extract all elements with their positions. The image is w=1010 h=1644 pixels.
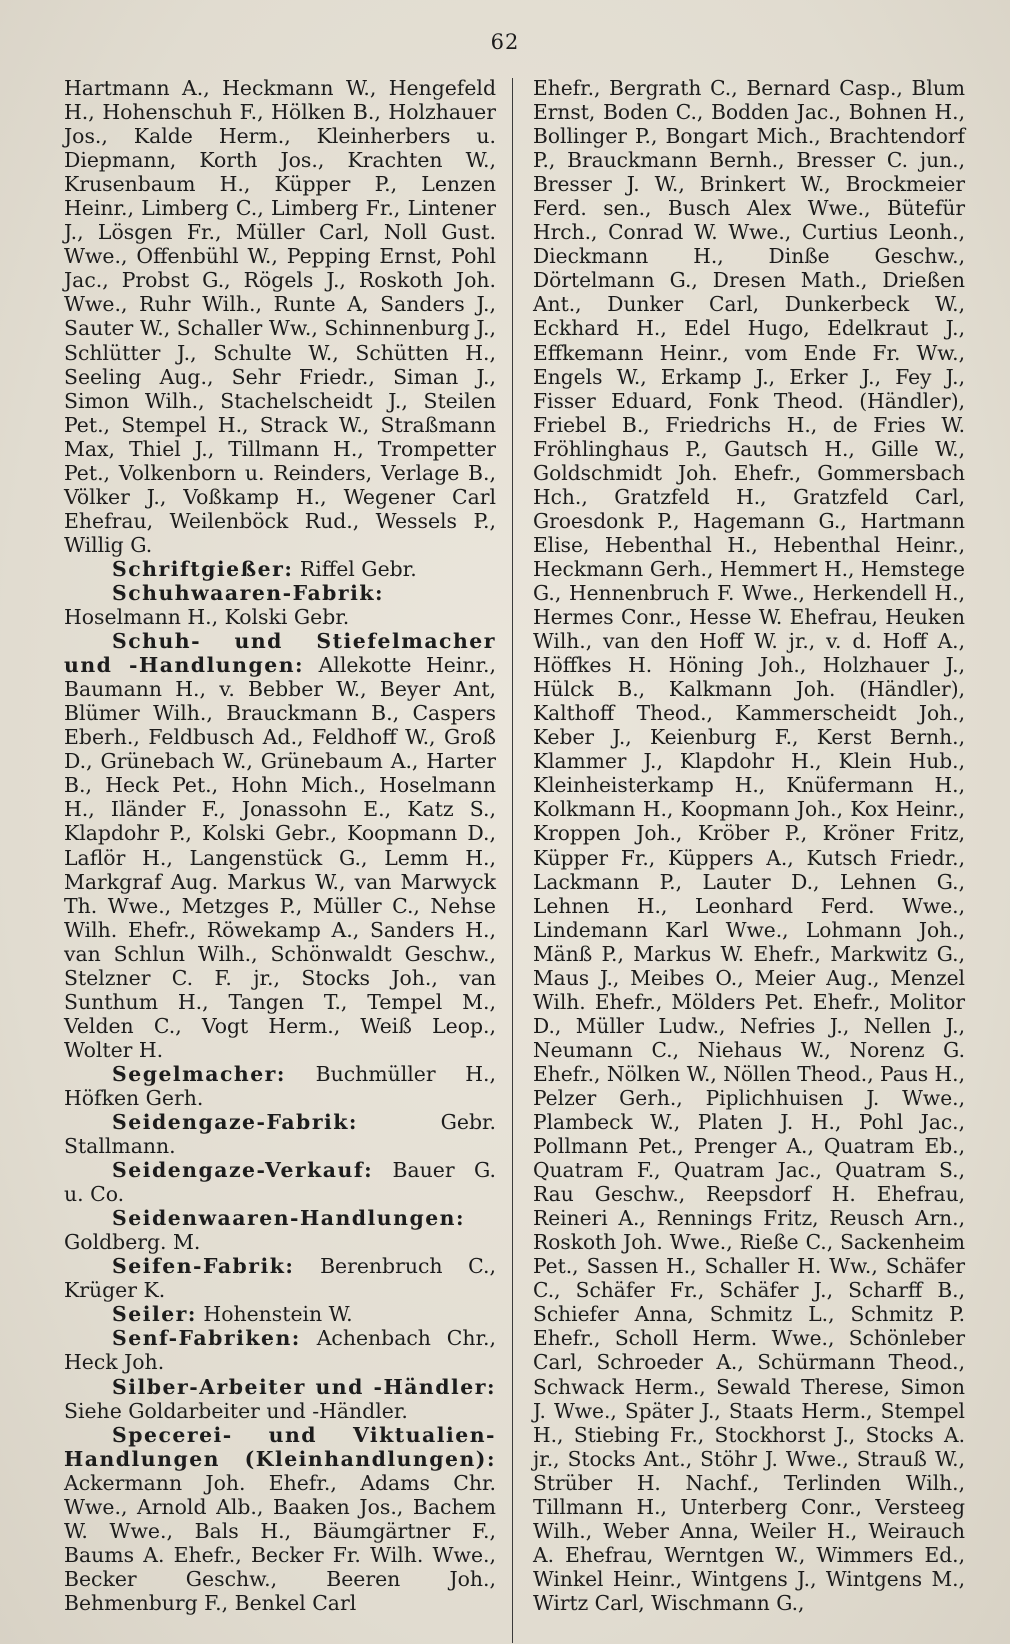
trade-entry-schriftgiesser [64,557,496,581]
trade-entry-seidengaze-fabrik [64,1110,496,1158]
entry-text: Gebr. Stallmann. [64,1110,496,1159]
entry-text: Ehefr., Bergrath C., Bernard Casp., Blum Ernst, Boden C., Bodden Jac., Bohnen H., Bollinger P., Bongart Mich., Brachtendorf P., Brauckmann Bernh., Bresser C. jun., Bresser J. W., Brinkert W., Brockmeier Ferd. sen., Busch Alex Wwe., Bütefür Hrch., Conrad W. Wwe., Curtius Leonh., Dieckmann H., Dinße Geschw., Dörtelmann G., Dresen Math., Drießen Ant., Dunker Carl, Dunkerbeck W., Eckhard H., Edel Hugo, Edelkraut J., Effkemann Heinr., vom Ende Fr. Ww., Engels W., Erkamp J., Erker J., Fey J., Fisser Eduard, Fonk Theod. (Händler), Friebel B., Friedrichs H., de Fries W. Fröhlinghaus P., Gautsch H., Gille W., Goldschmidt Joh. Ehefr., Gommersbach Hch., Gratzfeld H., Gratzfeld Carl, Groesdonk P., Hagemann G., Hartmann Elise, Hebenthal H., Hebenthal Heinr., Heckmann Gerh., Hemmert H., Hemstege G., Hennenbruch F. Wwe., Herkendell H., Hermes Conr., Hesse W. Ehefrau, Heuken Wilh., van den Hoff W. jr., v. d. Hoff A., Höffkes H. Höning Joh., Holzhauer J., Hülck B., Kalkmann Joh. (Händler), Kalthoff Theod., Kammerscheidt Joh., Keber J., Keienburg F., Kerst Bernh., Klammer J., Klapdohr H., Klein Hub., Kleinheisterkamp H., Knüfermann H., Kolkmann H., Koopmann Joh., Kox Heinr., Kroppen Joh., Kröber P., Kröner Fritz, Küpper Fr., Küppers A., Kutsch Friedr., Lackmann P., Lauter D., Lehnen G., Lehnen H., Leonhard Ferd. Wwe., Lindemann Karl Wwe., Lohmann Joh., Mänß P., Markus W. Ehefr., Markwitz G., Maus J., Meibes O., Meier Aug., Menzel Wilh. Ehefr., Mölders Pet. Ehefr., Molitor D., Müller Ludw., Nefries J., Nellen J., Neumann C., Niehaus W., Norenz G. Ehefr., Nölken W., Nöllen Theod., Paus H., Pelzer Gerh., Piplichhuisen J. Wwe., Plambeck W., Platen J. H., Pohl Jac., Pollmann Pet., Prenger A., Quatram Eb., Quatram F., Quatram Jac., Quatram S., Rau Geschw., Reepsdorf H. Ehefrau, Reineri A., Rennings Fritz, Reusch Arn., Roskoth Joh. Wwe., Rieße C., Sackenheim Pet., Sassen H., Schaller H. Ww., Schäfer C., Schäfer Fr., Schäfer J., Scharff B., Schiefer Anna, Schmitz L., Schmitz P. Ehefr., Scholl Herm. Wwe., Schönleber Carl, Schroeder A., Schürmann Theod., Schwack Herm., Sewald Therese, Simon J. Wwe., Später J., Staats Herm., Stempel H., Stiebing Fr., Stockhorst J., Stocks A. jr., Stocks Ant., Stöhr J. Wwe., Strauß W., Strüber H. Nachf., Terlinden Wilh., Tillmann H., Unterberg Conr., Versteeg Wilh., Weber Anna, Weiler H., Weirauch A. Ehefrau, Werntgen W., Wimmers Ed., Winkel Heinr., Wintgens J., Wintgens M., Wirtz Carl, Wischmann G., [533,76,965,1615]
entry-text: Buchmüller H., Höfken Gerh. [64,1061,496,1110]
entry-text: Riffel Gebr. [299,556,417,581]
entry-text: Goldberg. M. [64,1230,201,1255]
page-number: 62 [490,30,520,54]
trade-entry-schuh-stiefelmacher [64,629,496,1062]
trade-heading: Seiler: [112,1302,197,1327]
trade-entry-seidengaze-verkauf [64,1158,496,1206]
trade-heading: Schuh- und Stiefelmacher und -Handlungen: [64,629,496,678]
entry-text: Hohenstein W. [203,1302,353,1327]
trade-entry-silber-arbeiter [64,1375,496,1423]
continued-entry [64,76,496,557]
entry-text: Allekotte Heinr., Baumann H., v. Bebber W., Beyer Ant, Blümer Wilh., Brauckmann B., Caspers Eberh., Feldbusch Ad., Feldhoff W., Groß D., Grünebach W., Grünebaum A., Harter B., Heck Pet., Hohn Mich., Hoselmann H., Iländer F., Jonassohn E., Katz S., Klapdohr P., Kolski Gebr., Koopmann D., Laflör H., Langenstück G., Lemm H., Markgraf Aug. Markus W., van Marwyck Th. Wwe., Metzges P., Müller C., Nehse Wilh. Ehefr., Röwekamp A., Sanders H., van Schlun Wilh., Schönwaldt Geschw., Stelzner C. F. jr., Stocks Joh., van Sunthum H., Tangen T., Tempel M., Velden C., Vogt Herm., Weiß Leop., Wolter H. [64,653,496,1062]
continued-entry [533,76,965,1615]
trade-entry-specerei [64,1423,496,1615]
trade-entry-senf-fabriken [64,1326,496,1374]
trade-heading: Schriftgießer: [112,556,294,581]
entry-text: Siehe Goldarbeiter und -Händler. [64,1398,408,1423]
trade-entry-seidenwaaren [64,1206,496,1254]
trade-entry-schuhwaaren-fabrik [64,581,496,629]
entry-text: Hoselmann H., Kolski Gebr. [64,605,350,630]
entry-text: Bauer G. u. Co. [64,1158,496,1207]
trade-heading: Seidenwaaren-Handlungen: [112,1206,466,1231]
left-column [64,76,496,1615]
trade-heading: Seifen-Fabrik: [112,1254,295,1279]
right-column [533,76,965,1615]
trade-entry-seifen-fabrik [64,1254,496,1302]
trade-heading: Specerei- und Viktualien-Handlungen (Kleinhandlungen): [64,1422,496,1471]
trade-heading: Seidengaze-Fabrik: [112,1110,358,1135]
column-divider [512,78,513,1643]
entry-text: Berenbruch C., Krüger K. [64,1254,496,1303]
trade-heading: Senf-Fabriken: [112,1326,301,1351]
trade-heading: Seidengaze-Verkauf: [112,1158,374,1183]
trade-heading: Schuhwaaren-Fabrik: [112,580,385,605]
trade-heading: Silber-Arbeiter und -Händler: [112,1374,496,1399]
entry-text: Hartmann A., Heckmann W., Hengefeld H., Hohenschuh F., Hölken B., Holzhauer Jos., Kalde Herm., Kleinherbers u. Diepmann, Korth Jos., Krachten W., Krusenbaum H., Küpper P., Lenzen Heinr., Limberg C., Limberg Fr., Lintener J., Lösgen Fr., Müller Carl, Noll Gust. Wwe., Offenbühl W., Pepping Ernst, Pohl Jac., Probst G., Rögels J., Roskoth Joh. Wwe., Ruhr Wilh., Runte A, Sanders J., Sauter W., Schaller Ww., Schinnenburg J., Schlütter J., Schulte W., Schütten H., Seeling Aug., Sehr Friedr., Siman J., Simon Wilh., Stachelscheidt J., Steilen Pet., Stempel H., Strack W., Straßmann Max, Thiel J., Tillmann H., Trompetter Pet., Volkenborn u. Reinders, Verlage B., Völker J., Voßkamp H., Wegener Carl Ehefrau, Weilenböck Rud., Wessels P., Willig G. [64,76,496,557]
trade-heading: Segelmacher: [112,1061,286,1086]
trade-entry-seiler [64,1302,496,1326]
entry-text: Ackermann Joh. Ehefr., Adams Chr. Wwe., Arnold Alb., Baaken Jos., Bachem W. Wwe., Bals H., Bäumgärtner F., Baums A. Ehefr., Becker Fr. Wilh. Wwe., Becker Geschw., Beeren Joh., Behmenburg F., Benkel Carl [64,1470,496,1615]
entry-text: Achenbach Chr., Heck Joh. [64,1326,496,1375]
trade-entry-segelmacher [64,1062,496,1110]
